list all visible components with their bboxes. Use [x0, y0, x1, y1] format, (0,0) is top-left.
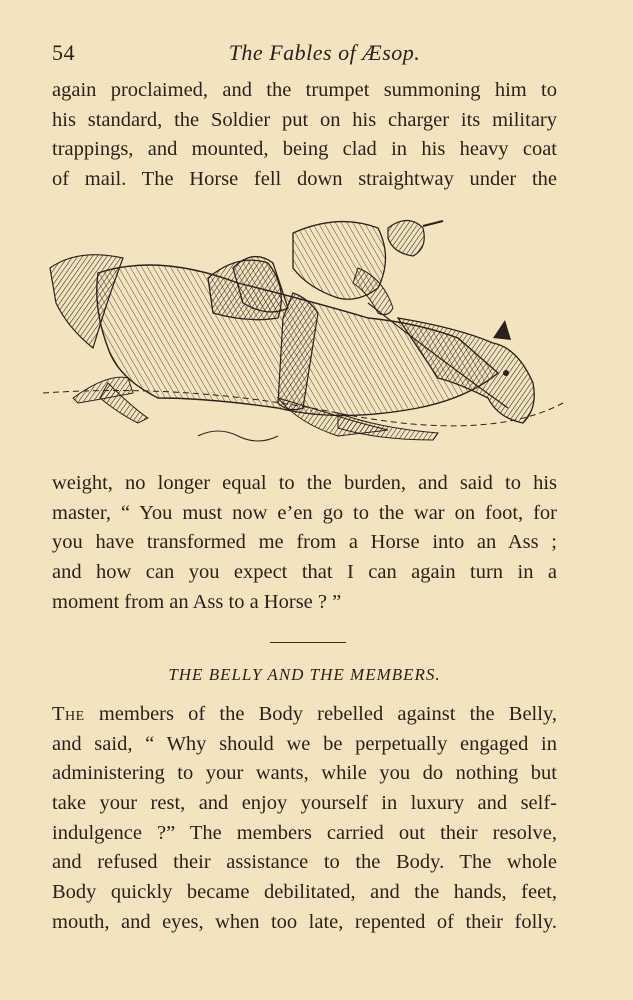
text-line: you have transformed me from a Horse into an Ass ;	[52, 531, 557, 554]
text-line: moment from an Ass to a Horse ? ”	[52, 590, 342, 613]
text-line: again proclaimed, and the trumpet summoning him to	[52, 79, 557, 101]
text-line: take your rest, and enjoy yourself in luxury and self-	[52, 792, 557, 815]
text-line: and said, “ Why should we be perpetually engaged in	[52, 732, 557, 755]
opening-line-text: members of the Body rebelled against the Belly,	[84, 703, 557, 725]
text-line: and how can you expect that I can again turn in a	[52, 561, 557, 584]
section-heading: THE BELLY AND THE MEMBERS.	[168, 665, 441, 684]
text-line: of mail. The Horse fell down straightway under the	[52, 168, 557, 191]
text-line: administering to your wants, while you do nothing but	[52, 762, 557, 785]
text-line: master, “ You must now e’en go to the war on foot, for	[52, 501, 557, 524]
text-line: indulgence ?” The members carried out their resolve,	[52, 821, 557, 844]
text-line: his standard, the Soldier put on his charger its military	[52, 108, 557, 131]
text-line: weight, no longer equal to the burden, and said to his	[52, 472, 557, 494]
members-paragraph	[52, 700, 557, 938]
opening-word: The	[52, 703, 85, 725]
text-line: Body quickly became debilitated, and the hands, feet,	[52, 881, 557, 904]
text-line-first	[52, 700, 557, 730]
text-line: mouth, and eyes, when too late, repented of their folly.	[52, 910, 557, 933]
book-title: The Fables of Æsop.	[228, 40, 421, 65]
text-line: and refused their assistance to the Body. The whole	[52, 851, 557, 874]
page-number: 54	[52, 40, 75, 65]
fallen-horse-illustration	[38, 208, 568, 458]
text-line: trappings, and mounted, being clad in his heavy coat	[52, 138, 557, 161]
engraving-icon	[38, 208, 568, 458]
top-paragraph	[52, 76, 557, 195]
bottom-paragraph	[52, 469, 557, 617]
section-divider	[270, 642, 346, 643]
running-head	[52, 40, 557, 70]
